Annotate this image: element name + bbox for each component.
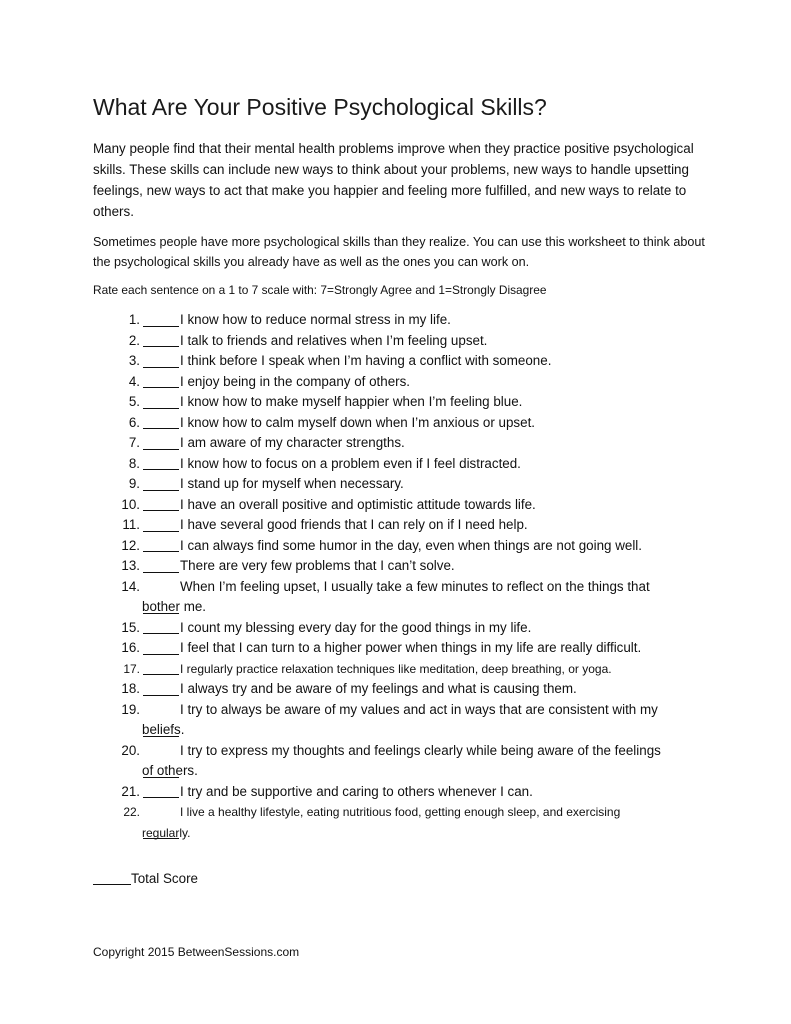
item-number: 14. [121, 578, 140, 594]
item-text [142, 577, 700, 618]
rating-blank[interactable] [141, 659, 179, 680]
item-text [179, 659, 700, 680]
rating-blank[interactable] [141, 577, 179, 618]
item-text [179, 351, 700, 372]
item-number: 6. [128, 414, 140, 430]
item-text [179, 392, 700, 413]
item-statement: I enjoy being in the company of others. [180, 373, 411, 389]
item-number: 19. [121, 701, 140, 717]
rating-blank[interactable] [141, 495, 179, 516]
item-number: 5. [128, 394, 140, 409]
list-item [100, 577, 700, 618]
item-number: 13. [121, 558, 140, 573]
list-item [100, 700, 700, 741]
item-statement: I try and be supportive and caring to others whenever I can. [180, 783, 533, 799]
item-statement: I feel that I can turn to a higher power when things in my life are really difficult. [180, 640, 642, 655]
item-number: 2. [128, 332, 140, 348]
item-text [142, 741, 700, 782]
item-number: 4. [128, 373, 140, 389]
item-statement-continued: regularly. [142, 825, 191, 840]
item-number: 16. [121, 640, 140, 655]
item-text [179, 433, 700, 454]
item-statement: I try to always be aware of my values and act in ways that are consistent with my [180, 701, 658, 717]
rating-blank[interactable] [141, 310, 179, 331]
item-statement-continued: bother me. [142, 599, 207, 614]
list-item [100, 802, 700, 843]
item-number: 11. [122, 517, 140, 532]
rating-blank[interactable] [141, 679, 179, 700]
list-item [100, 454, 700, 475]
item-statement: I stand up for myself when necessary. [180, 476, 404, 491]
item-number: 7. [128, 435, 140, 450]
rating-blank[interactable] [141, 782, 179, 803]
item-number: 10. [121, 496, 140, 512]
list-item [100, 413, 700, 434]
item-statement: I have an overall positive and optimistic attitude towards life. [180, 496, 536, 512]
rating-blank[interactable] [141, 351, 179, 372]
list-item [100, 495, 700, 516]
item-text [179, 413, 700, 434]
list-item [100, 515, 700, 536]
rating-blank[interactable] [141, 474, 179, 495]
intro-paragraph: Many people find that their mental health problems improve when they practice positive psychological skills. These skills can include new ways to think about your problems, new ways to handle upsetting feelings, new ways to act that make you happier and feeling more fulfilled, and new ways to relate to others. [93, 141, 694, 219]
rating-blank[interactable] [141, 802, 179, 843]
item-number: 21. [121, 783, 140, 799]
list-item [100, 474, 700, 495]
item-statement-continued: beliefs. [142, 722, 185, 737]
item-statement-continued: of others. [142, 763, 198, 778]
item-number: 3. [128, 353, 140, 368]
list-item [100, 331, 700, 352]
total-score [93, 869, 198, 889]
item-statement: I live a healthy lifestyle, eating nutritious food, getting enough sleep, and exercising [180, 805, 621, 819]
item-number: 12. [121, 537, 140, 553]
list-item [100, 679, 700, 700]
item-number: 18. [121, 681, 140, 696]
item-statement: I talk to friends and relatives when I’m feeling upset. [180, 332, 488, 348]
item-text [179, 474, 700, 495]
rating-blank[interactable] [141, 413, 179, 434]
item-text [179, 495, 700, 516]
list-item [100, 659, 700, 680]
copyright-notice: Copyright 2015 BetweenSessions.com [93, 945, 300, 959]
rating-instruction: Rate each sentence on a 1 to 7 scale with: 7=Strongly Agree and 1=Strongly Disagree [93, 283, 547, 297]
item-text [179, 618, 700, 639]
rating-blank[interactable] [141, 515, 179, 536]
page-title: What Are Your Positive Psychological Skills? [93, 94, 547, 120]
item-statement: I know how to reduce normal stress in my life. [180, 312, 451, 327]
rating-blank[interactable] [141, 433, 179, 454]
intro-paragraph-2: Sometimes people have more psychological skills than they realize. You can use this worksheet to think about the psychological skills you already have as well as the ones you can work on. [93, 235, 705, 269]
item-text [179, 536, 700, 557]
rating-blank[interactable] [141, 454, 179, 475]
list-item [100, 536, 700, 557]
item-statement: I know how to calm myself down when I’m anxious or upset. [180, 414, 536, 430]
rating-blank[interactable] [141, 556, 179, 577]
item-text [179, 556, 700, 577]
item-text [179, 515, 700, 536]
rating-blank[interactable] [141, 331, 179, 352]
item-text [142, 802, 700, 843]
item-text [179, 454, 700, 475]
item-text [179, 638, 700, 659]
rating-blank[interactable] [141, 536, 179, 557]
rating-blank[interactable] [141, 392, 179, 413]
item-number: 15. [121, 619, 140, 635]
list-item [100, 556, 700, 577]
item-statement: I know how to make myself happier when I’m feeling blue. [180, 394, 523, 409]
total-score-blank[interactable] [93, 869, 131, 889]
list-item [100, 618, 700, 639]
list-item [100, 351, 700, 372]
rating-blank[interactable] [141, 741, 179, 782]
rating-blank[interactable] [141, 638, 179, 659]
item-statement: I can always find some humor in the day, even when things are not going well. [180, 537, 642, 553]
list-item [100, 433, 700, 454]
list-item [100, 741, 700, 782]
item-text [179, 372, 700, 393]
rating-blank[interactable] [141, 372, 179, 393]
item-number: 20. [121, 742, 140, 758]
item-statement: I have several good friends that I can rely on if I need help. [180, 517, 528, 532]
item-text [179, 331, 700, 352]
item-statement: I know how to focus on a problem even if I feel distracted. [180, 455, 521, 471]
item-text [179, 782, 700, 803]
item-number: 22. [123, 805, 140, 819]
total-score-label: Total Score [131, 871, 198, 886]
item-number: 9. [128, 476, 140, 491]
list-item [100, 392, 700, 413]
item-text [179, 679, 700, 700]
item-text [142, 700, 700, 741]
list-item [100, 372, 700, 393]
item-statement: When I’m feeling upset, I usually take a few minutes to reflect on the things that [180, 578, 650, 594]
item-number: 1. [128, 312, 140, 327]
rating-blank[interactable] [141, 700, 179, 741]
questionnaire-list [100, 310, 700, 843]
item-statement: I regularly practice relaxation techniques like meditation, deep breathing, or yoga. [180, 661, 612, 676]
item-statement: I always try and be aware of my feelings and what is causing them. [180, 681, 577, 696]
item-statement: I count my blessing every day for the good things in my life. [180, 619, 532, 635]
item-number: 8. [128, 455, 140, 471]
item-statement: There are very few problems that I can’t solve. [180, 558, 455, 573]
rating-blank[interactable] [141, 618, 179, 639]
item-statement: I am aware of my character strengths. [180, 435, 405, 450]
list-item [100, 310, 700, 331]
list-item [100, 638, 700, 659]
item-text [179, 310, 700, 331]
item-statement: I think before I speak when I’m having a conflict with someone. [180, 353, 552, 368]
item-number: 17. [123, 661, 140, 676]
item-statement: I try to express my thoughts and feelings clearly while being aware of the feelings [180, 742, 661, 758]
list-item [100, 782, 700, 803]
